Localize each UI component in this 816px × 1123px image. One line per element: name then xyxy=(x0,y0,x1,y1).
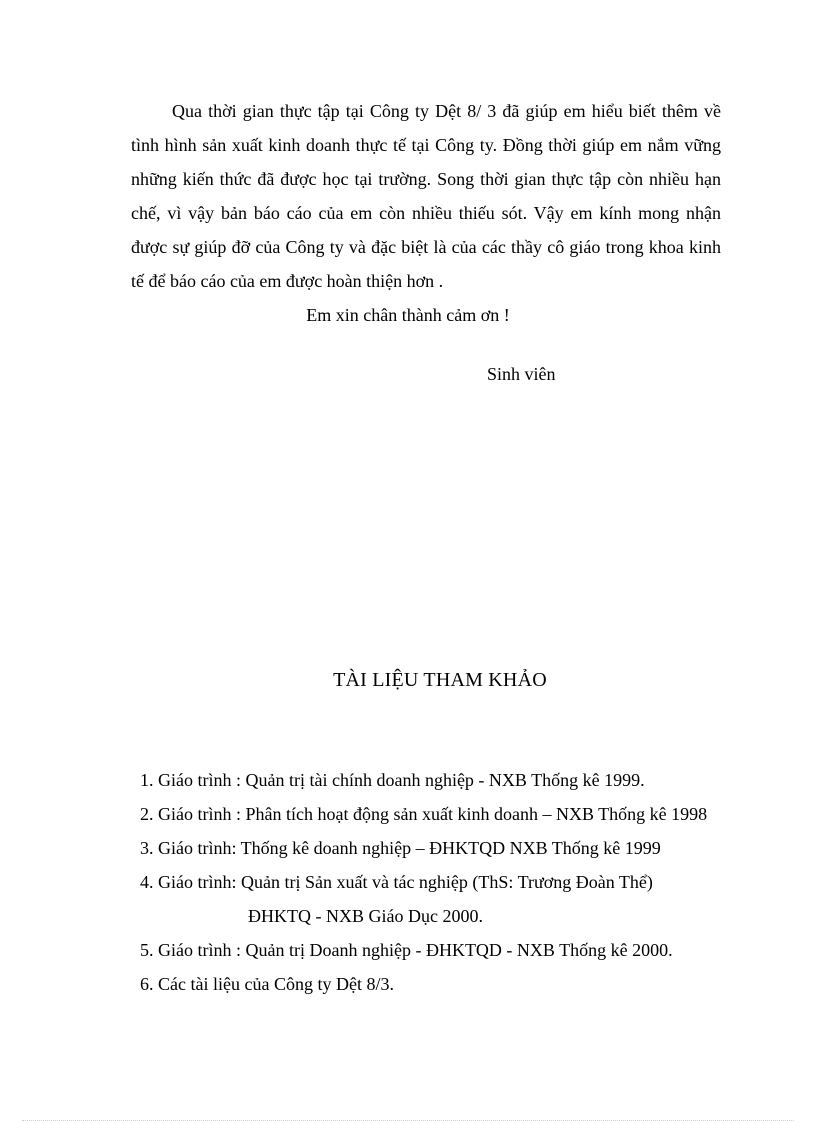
reference-text: Giáo trình : Quản trị tài chính doanh nghiệp - NXB Thống kê 1999. xyxy=(158,770,645,790)
reference-continuation-text: ĐHKTQ - NXB Giáo Dục 2000. xyxy=(248,906,483,926)
reference-text: Giáo trình: Thống kê doanh nghiệp – ĐHKTQD NXB Thống kê 1999 xyxy=(158,838,661,858)
reference-item-5 xyxy=(140,937,707,971)
reference-text: Giáo trình : Phân tích hoạt động sản xuất kinh doanh – NXB Thống kê 1998 xyxy=(158,804,708,824)
thanks-line: Em xin chân thành cảm ơn ! xyxy=(306,305,510,325)
reference-number: 1. xyxy=(140,770,154,790)
reference-number: 2. xyxy=(140,804,154,824)
reference-item-4 xyxy=(140,869,707,903)
signature-label: Sinh viên xyxy=(487,364,556,384)
footer-divider xyxy=(22,1120,794,1121)
reference-item-3 xyxy=(140,835,707,869)
reference-item-1 xyxy=(140,767,707,801)
reference-item-4-continuation xyxy=(140,903,707,937)
closing-paragraph: Qua thời gian thực tập tại Công ty Dệt 8/ 3 đã giúp em hiểu biết thêm về tình hình sản xuất kinh doanh thực tế tại Công ty. Đồng thời giúp em nắm vững những kiến thức đã được học tại trường. Song thời gian thực tập còn nhiều hạn chế, vì vậy bản báo cáo của em còn nhiều thiếu sót. Vậy em kính mong nhận được sự giúp đỡ của Công ty và đặc biệt là của các thầy cô giáo trong khoa kinh tế để báo cáo của em được hoàn thiện hơn . xyxy=(131,101,721,291)
reference-item-2 xyxy=(140,801,707,835)
reference-item-6 xyxy=(140,971,707,1005)
references-title: TÀI LIỆU THAM KHẢO xyxy=(333,669,547,691)
reference-number: 6. xyxy=(140,974,154,994)
reference-number: 5. xyxy=(140,940,154,960)
reference-text: Giáo trình : Quản trị Doanh nghiệp - ĐHKTQD - NXB Thống kê 2000. xyxy=(158,940,673,960)
reference-text: Giáo trình: Quản trị Sản xuất và tác nghiệp (ThS: Trương Đoàn Thể) xyxy=(158,872,653,892)
reference-number: 4. xyxy=(140,872,154,892)
reference-number: 3. xyxy=(140,838,154,858)
references-list xyxy=(140,767,707,1005)
reference-text: Các tài liệu của Công ty Dệt 8/3. xyxy=(158,974,394,994)
